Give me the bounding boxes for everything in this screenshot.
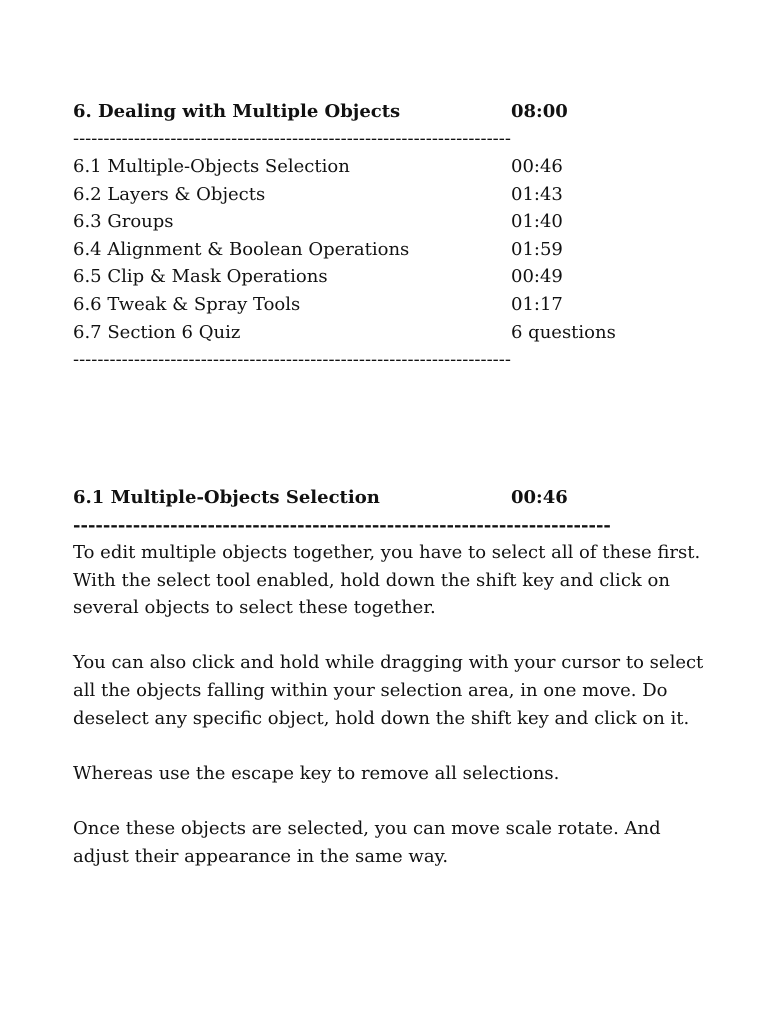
toc-total-time: 08:00 bbox=[511, 101, 568, 122]
toc-header bbox=[73, 98, 713, 126]
toc-item-label: 6.5 Clip & Mask Operations bbox=[73, 266, 328, 288]
toc-item bbox=[73, 181, 713, 209]
toc-item bbox=[73, 319, 713, 347]
toc-item bbox=[73, 153, 713, 181]
section-divider: ------------------------------------------------------------------------ bbox=[73, 515, 611, 536]
toc-item-time: 01:59 bbox=[511, 238, 563, 260]
toc-item-time: 01:40 bbox=[511, 211, 563, 233]
toc-item-label: 6.1 Multiple-Objects Selection bbox=[73, 156, 350, 177]
toc-item bbox=[73, 236, 713, 264]
toc-item-label: 6.3 Groups bbox=[73, 211, 174, 233]
toc-item-time: 01:43 bbox=[511, 183, 563, 205]
toc-item bbox=[73, 263, 713, 291]
toc-item-label: 6.6 Tweak & Spray Tools bbox=[73, 293, 301, 315]
body-paragraph: You can also click and hold while dragging with your cursor to select all the objects falling within your selection area, in one move. Do deselect any specific object, hold down the shift key and click on it. bbox=[73, 652, 704, 729]
toc-divider-top: ------------------------------------------------------------------------ bbox=[73, 128, 511, 149]
toc-item-label: 6.7 Section 6 Quiz bbox=[73, 321, 241, 343]
toc-item bbox=[73, 208, 713, 236]
toc-item-time: 00:49 bbox=[511, 266, 563, 288]
body-paragraph: Whereas use the escape key to remove all selections. bbox=[73, 762, 560, 784]
toc-item bbox=[73, 291, 713, 319]
toc-list bbox=[73, 153, 713, 346]
section-title: 6.1 Multiple-Objects Selection bbox=[73, 487, 380, 508]
toc-item-label: 6.4 Alignment & Boolean Operations bbox=[73, 238, 410, 260]
toc-divider-bottom: ------------------------------------------------------------------------ bbox=[73, 349, 511, 370]
body-paragraph: To edit multiple objects together, you have to select all of these first. With the select tool enabled, hold down the shift key and click on several objects to select these together. bbox=[73, 542, 701, 619]
toc-item-time: 00:46 bbox=[511, 156, 563, 177]
toc-title: 6. Dealing with Multiple Objects bbox=[73, 101, 401, 122]
section-time: 00:46 bbox=[511, 487, 568, 508]
toc-item-time: 01:17 bbox=[511, 293, 563, 315]
body-paragraph: Once these objects are selected, you can move scale rotate. And adjust their appearance in the same way. bbox=[73, 817, 661, 867]
toc-item-label: 6.2 Layers & Objects bbox=[73, 183, 266, 205]
section-body bbox=[73, 539, 713, 898]
section-header bbox=[73, 484, 713, 512]
toc-item-time: 6 questions bbox=[511, 321, 616, 343]
